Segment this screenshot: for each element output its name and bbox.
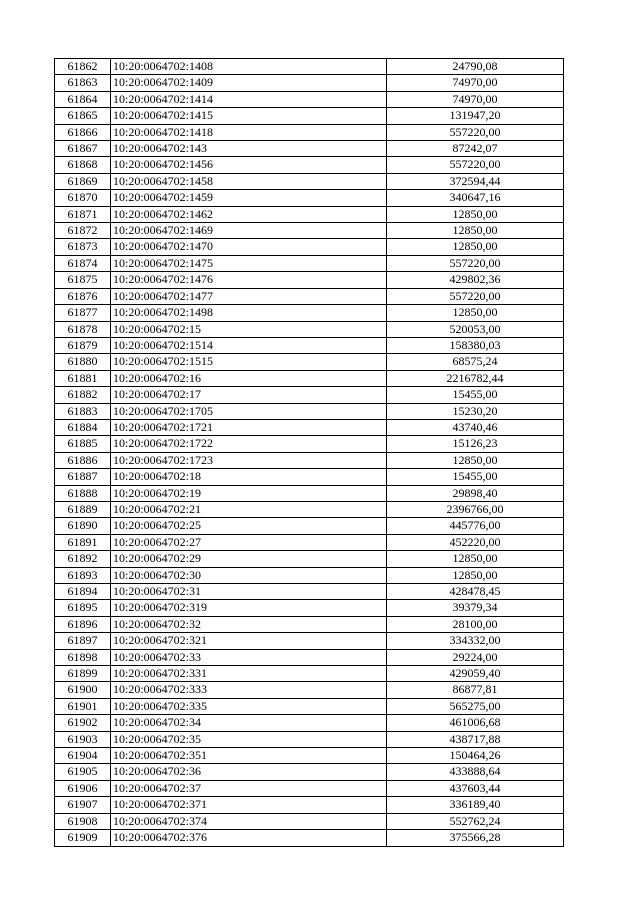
row-number-cell: 61891 xyxy=(55,534,111,550)
row-number-cell: 61876 xyxy=(55,288,111,304)
row-number-cell: 61867 xyxy=(55,141,111,157)
row-number-cell: 61908 xyxy=(55,813,111,829)
row-number-cell: 61881 xyxy=(55,370,111,386)
row-number-cell: 61886 xyxy=(55,452,111,468)
row-number-cell: 61898 xyxy=(55,649,111,665)
row-number-cell: 61895 xyxy=(55,600,111,616)
cadastral-number-cell: 10:20:0064702:16 xyxy=(111,370,387,386)
value-cell: 2216782,44 xyxy=(387,370,564,386)
table-row xyxy=(55,272,564,288)
row-number-cell: 61892 xyxy=(55,551,111,567)
table-row xyxy=(55,501,564,517)
row-number-cell: 61875 xyxy=(55,272,111,288)
table-row xyxy=(55,616,564,632)
row-number-cell: 61904 xyxy=(55,748,111,764)
row-number-cell: 61909 xyxy=(55,830,111,846)
table-row xyxy=(55,748,564,764)
table-row xyxy=(55,255,564,271)
value-cell: 438717,88 xyxy=(387,731,564,747)
row-number-cell: 61864 xyxy=(55,91,111,107)
cadastral-number-cell: 10:20:0064702:1514 xyxy=(111,337,387,353)
value-cell: 552762,24 xyxy=(387,813,564,829)
table-row xyxy=(55,452,564,468)
cadastral-number-cell: 10:20:0064702:1418 xyxy=(111,124,387,140)
value-cell: 12850,00 xyxy=(387,567,564,583)
table-row xyxy=(55,600,564,616)
value-cell: 372594,44 xyxy=(387,173,564,189)
cadastral-number-cell: 10:20:0064702:1515 xyxy=(111,354,387,370)
row-number-cell: 61907 xyxy=(55,797,111,813)
value-cell: 15455,00 xyxy=(387,469,564,485)
cadastral-number-cell: 10:20:0064702:31 xyxy=(111,584,387,600)
table-row xyxy=(55,59,564,75)
value-cell: 150464,26 xyxy=(387,748,564,764)
value-cell: 557220,00 xyxy=(387,157,564,173)
value-cell: 12850,00 xyxy=(387,223,564,239)
cadastral-number-cell: 10:20:0064702:19 xyxy=(111,485,387,501)
value-cell: 429059,40 xyxy=(387,666,564,682)
table-row xyxy=(55,731,564,747)
table-row xyxy=(55,141,564,157)
row-number-cell: 61888 xyxy=(55,485,111,501)
row-number-cell: 61871 xyxy=(55,206,111,222)
table-row xyxy=(55,682,564,698)
table-row xyxy=(55,551,564,567)
row-number-cell: 61863 xyxy=(55,75,111,91)
cadastral-number-cell: 10:20:0064702:1469 xyxy=(111,223,387,239)
row-number-cell: 61865 xyxy=(55,108,111,124)
row-number-cell: 61906 xyxy=(55,780,111,796)
value-cell: 461006,68 xyxy=(387,715,564,731)
row-number-cell: 61872 xyxy=(55,223,111,239)
table-row xyxy=(55,108,564,124)
cadastral-number-cell: 10:20:0064702:1462 xyxy=(111,206,387,222)
table-row xyxy=(55,633,564,649)
value-cell: 15230,20 xyxy=(387,403,564,419)
table-row xyxy=(55,288,564,304)
cadastral-number-cell: 10:20:0064702:36 xyxy=(111,764,387,780)
value-cell: 429802,36 xyxy=(387,272,564,288)
value-cell: 375566,28 xyxy=(387,830,564,846)
row-number-cell: 61874 xyxy=(55,255,111,271)
table-row xyxy=(55,813,564,829)
cadastral-number-cell: 10:20:0064702:1408 xyxy=(111,59,387,75)
table-row xyxy=(55,321,564,337)
cadastral-number-cell: 10:20:0064702:18 xyxy=(111,469,387,485)
row-number-cell: 61905 xyxy=(55,764,111,780)
value-cell: 2396766,00 xyxy=(387,501,564,517)
table-row xyxy=(55,764,564,780)
value-cell: 12850,00 xyxy=(387,305,564,321)
value-cell: 68575,24 xyxy=(387,354,564,370)
row-number-cell: 61868 xyxy=(55,157,111,173)
value-cell: 557220,00 xyxy=(387,288,564,304)
table-row xyxy=(55,354,564,370)
cadastral-number-cell: 10:20:0064702:34 xyxy=(111,715,387,731)
table-row xyxy=(55,305,564,321)
value-cell: 15126,23 xyxy=(387,436,564,452)
cadastral-number-cell: 10:20:0064702:1470 xyxy=(111,239,387,255)
value-cell: 452220,00 xyxy=(387,534,564,550)
cadastral-number-cell: 10:20:0064702:319 xyxy=(111,600,387,616)
table-row xyxy=(55,534,564,550)
cadastral-number-cell: 10:20:0064702:17 xyxy=(111,387,387,403)
cadastral-number-cell: 10:20:0064702:1459 xyxy=(111,190,387,206)
cadastral-number-cell: 10:20:0064702:1705 xyxy=(111,403,387,419)
cadastral-number-cell: 10:20:0064702:1458 xyxy=(111,173,387,189)
table-row xyxy=(55,91,564,107)
value-cell: 39379,34 xyxy=(387,600,564,616)
cadastral-number-cell: 10:20:0064702:1409 xyxy=(111,75,387,91)
cadastral-number-cell: 10:20:0064702:1722 xyxy=(111,436,387,452)
row-number-cell: 61873 xyxy=(55,239,111,255)
cadastral-number-cell: 10:20:0064702:1414 xyxy=(111,91,387,107)
value-cell: 433888,64 xyxy=(387,764,564,780)
value-cell: 15455,00 xyxy=(387,387,564,403)
table-row xyxy=(55,518,564,534)
cadastral-number-cell: 10:20:0064702:1475 xyxy=(111,255,387,271)
table-row xyxy=(55,75,564,91)
value-cell: 131947,20 xyxy=(387,108,564,124)
cadastral-number-cell: 10:20:0064702:21 xyxy=(111,501,387,517)
table-row xyxy=(55,698,564,714)
row-number-cell: 61870 xyxy=(55,190,111,206)
cadastral-number-cell: 10:20:0064702:27 xyxy=(111,534,387,550)
table-row xyxy=(55,485,564,501)
cadastral-number-cell: 10:20:0064702:33 xyxy=(111,649,387,665)
row-number-cell: 61884 xyxy=(55,419,111,435)
table-row xyxy=(55,649,564,665)
row-number-cell: 61878 xyxy=(55,321,111,337)
row-number-cell: 61901 xyxy=(55,698,111,714)
value-cell: 74970,00 xyxy=(387,75,564,91)
value-cell: 24790,08 xyxy=(387,59,564,75)
value-cell: 28100,00 xyxy=(387,616,564,632)
value-cell: 520053,00 xyxy=(387,321,564,337)
value-cell: 12850,00 xyxy=(387,551,564,567)
table-row xyxy=(55,584,564,600)
value-cell: 437603,44 xyxy=(387,780,564,796)
table-row xyxy=(55,239,564,255)
table-row xyxy=(55,436,564,452)
cadastral-number-cell: 10:20:0064702:35 xyxy=(111,731,387,747)
cadastral-number-cell: 10:20:0064702:30 xyxy=(111,567,387,583)
cadastral-number-cell: 10:20:0064702:1498 xyxy=(111,305,387,321)
row-number-cell: 61897 xyxy=(55,633,111,649)
cadastral-number-cell: 10:20:0064702:321 xyxy=(111,633,387,649)
table-row xyxy=(55,567,564,583)
cadastral-number-cell: 10:20:0064702:335 xyxy=(111,698,387,714)
table-row xyxy=(55,469,564,485)
row-number-cell: 61885 xyxy=(55,436,111,452)
value-cell: 557220,00 xyxy=(387,255,564,271)
row-number-cell: 61902 xyxy=(55,715,111,731)
value-cell: 12850,00 xyxy=(387,239,564,255)
table-row xyxy=(55,830,564,846)
row-number-cell: 61862 xyxy=(55,59,111,75)
cadastral-number-cell: 10:20:0064702:333 xyxy=(111,682,387,698)
cadastral-number-cell: 10:20:0064702:1415 xyxy=(111,108,387,124)
cadastral-number-cell: 10:20:0064702:351 xyxy=(111,748,387,764)
cadastral-number-cell: 10:20:0064702:374 xyxy=(111,813,387,829)
value-cell: 86877,81 xyxy=(387,682,564,698)
table-row xyxy=(55,124,564,140)
row-number-cell: 61890 xyxy=(55,518,111,534)
value-cell: 158380,03 xyxy=(387,337,564,353)
value-cell: 334332,00 xyxy=(387,633,564,649)
value-cell: 445776,00 xyxy=(387,518,564,534)
cadastral-number-cell: 10:20:0064702:331 xyxy=(111,666,387,682)
table-row xyxy=(55,223,564,239)
table-row xyxy=(55,206,564,222)
row-number-cell: 61887 xyxy=(55,469,111,485)
row-number-cell: 61877 xyxy=(55,305,111,321)
row-number-cell: 61882 xyxy=(55,387,111,403)
cadastral-number-cell: 10:20:0064702:371 xyxy=(111,797,387,813)
value-cell: 336189,40 xyxy=(387,797,564,813)
cadastral-number-cell: 10:20:0064702:37 xyxy=(111,780,387,796)
value-cell: 43740,46 xyxy=(387,419,564,435)
table-row xyxy=(55,403,564,419)
value-cell: 29224,00 xyxy=(387,649,564,665)
value-cell: 87242,07 xyxy=(387,141,564,157)
table-row xyxy=(55,387,564,403)
row-number-cell: 61880 xyxy=(55,354,111,370)
row-number-cell: 61889 xyxy=(55,501,111,517)
row-number-cell: 61893 xyxy=(55,567,111,583)
value-cell: 12850,00 xyxy=(387,206,564,222)
row-number-cell: 61899 xyxy=(55,666,111,682)
cadastral-number-cell: 10:20:0064702:32 xyxy=(111,616,387,632)
cadastral-number-cell: 10:20:0064702:29 xyxy=(111,551,387,567)
cadastral-number-cell: 10:20:0064702:25 xyxy=(111,518,387,534)
cadastral-number-cell: 10:20:0064702:1721 xyxy=(111,419,387,435)
table-row xyxy=(55,370,564,386)
cadastral-number-cell: 10:20:0064702:15 xyxy=(111,321,387,337)
row-number-cell: 61879 xyxy=(55,337,111,353)
cadastral-number-cell: 10:20:0064702:1477 xyxy=(111,288,387,304)
value-cell: 428478,45 xyxy=(387,584,564,600)
table-row xyxy=(55,419,564,435)
cadastral-number-cell: 10:20:0064702:1456 xyxy=(111,157,387,173)
cadastral-number-cell: 10:20:0064702:1723 xyxy=(111,452,387,468)
row-number-cell: 61869 xyxy=(55,173,111,189)
cadastral-number-cell: 10:20:0064702:1476 xyxy=(111,272,387,288)
table-row xyxy=(55,780,564,796)
table-row xyxy=(55,190,564,206)
row-number-cell: 61866 xyxy=(55,124,111,140)
value-cell: 340647,16 xyxy=(387,190,564,206)
value-cell: 12850,00 xyxy=(387,452,564,468)
table-row xyxy=(55,666,564,682)
cadastral-number-cell: 10:20:0064702:143 xyxy=(111,141,387,157)
table-row xyxy=(55,173,564,189)
row-number-cell: 61900 xyxy=(55,682,111,698)
row-number-cell: 61896 xyxy=(55,616,111,632)
value-cell: 74970,00 xyxy=(387,91,564,107)
value-cell: 29898,40 xyxy=(387,485,564,501)
table-row xyxy=(55,797,564,813)
cadastral-value-table xyxy=(54,58,564,847)
value-cell: 557220,00 xyxy=(387,124,564,140)
value-cell: 565275,00 xyxy=(387,698,564,714)
table-row xyxy=(55,157,564,173)
row-number-cell: 61903 xyxy=(55,731,111,747)
row-number-cell: 61894 xyxy=(55,584,111,600)
table-row xyxy=(55,337,564,353)
cadastral-number-cell: 10:20:0064702:376 xyxy=(111,830,387,846)
row-number-cell: 61883 xyxy=(55,403,111,419)
table-row xyxy=(55,715,564,731)
table-body xyxy=(55,59,564,847)
